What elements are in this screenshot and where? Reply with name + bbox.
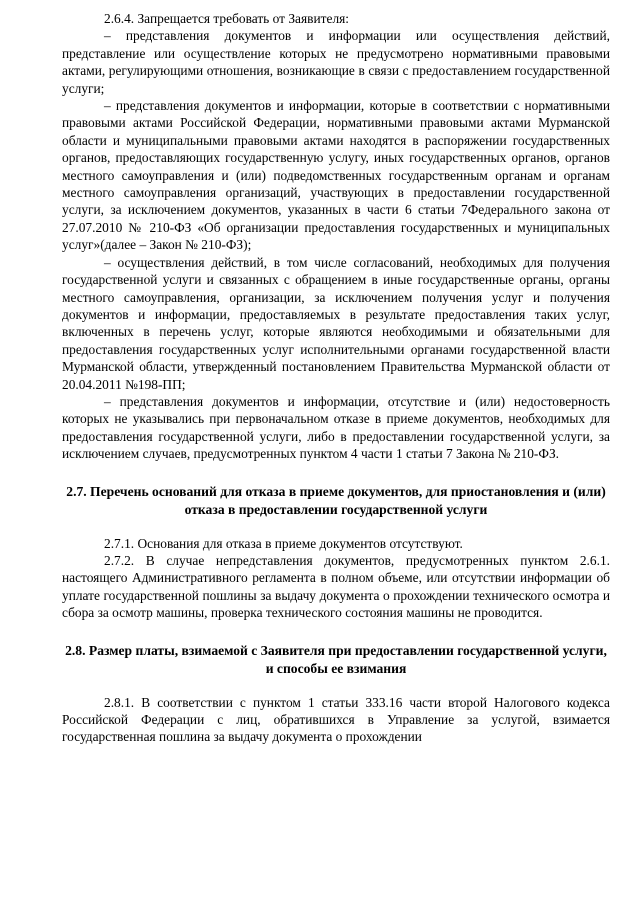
paragraph-2-7-1: 2.7.1. Основания для отказа в приеме документов отсутствуют. (104, 535, 463, 551)
list-item-3: – осуществления действий, в том числе согласований, необходимых для получения государственной услуги и связанных с обращением в иные государственные органы, органы местного самоуправления, организации, за исключением получения услуг и получения документов и информации, предоставляемых в результате предоставления таких услуг, включенных в перечень услуг, которые являются необходимыми и обязательными для предоставления государственных услуг исполнительными органами государственной власти Мурманской области, утвержденный постановлением Правительства Мурманской области от 20.04.2011 №198-ПП; (62, 254, 610, 392)
document-page (62, 10, 610, 746)
spacer (62, 678, 610, 694)
paragraph-2-8-1: 2.8.1. В соответствии с пунктом 1 статьи 333.16 части второй Налогового кодекса Российской Федерации с лиц, обратившихся в Управление за услугой, взимается государственная пошлина за выдачу документа о прохождении (62, 694, 610, 745)
section-heading-2-7: 2.7. Перечень оснований для отказа в приеме документов, для приостановления и (или) отказа в предоставлении государственной услуги (66, 483, 606, 517)
list-item-4: – представления документов и информации, отсутствие и (или) недостоверность которых не указывались при первоначальном отказе в приеме документов, необходимых для предоставления государственной услуги, либо в предоставлении государственной услуги, за исключением случаев, предусмотренных пунктом 4 части 1 статьи 7 Закона № 210-ФЗ. (62, 393, 610, 462)
list-item-1: – представления документов и информации или осуществления действий, представление или осуществление которых не предусмотрено нормативными правовыми актами, регулирующими отношения, возникающие в связи с предоставлением государственной услуги; (62, 28, 610, 96)
spacer (62, 622, 610, 642)
spacer (62, 463, 610, 483)
spacer (62, 519, 610, 535)
paragraph-2-7-2: 2.7.2. В случае непредставления документов, предусмотренных пунктом 2.6.1. настоящего Административного регламента в полном объеме, или отсутствии информации об уплате государственной пошлины за выдачу документа о прохождении технического осмотра и сбора за осмотр машины, проверка технического состояния машины не проводится. (62, 552, 610, 621)
list-item-2: – представления документов и информации, которые в соответствии с нормативными правовыми актами Российской Федерации, нормативными правовыми актами Мурманской области и муниципальными правовыми актами находятся в распоряжении государственных органов, предоставляющих государственную услугу, иных государственных органов, органов местного самоуправления и (или) подведомственных государственным органам и органам местного самоуправления организаций, участвующих в предоставлении государственной услуги, за исключением документов, указанных в части 6 статьи 7Федерального закона от 27.07.2010 № 210-ФЗ «Об организации предоставления государственных и муниципальных услуг»(далее – Закон № 210-ФЗ); (62, 98, 610, 253)
section-heading-2-8: 2.8. Размер платы, взимаемой с Заявителя при предоставлении государственной услуги, и способы ее взимания (65, 642, 607, 676)
paragraph-2-6-4-intro: 2.6.4. Запрещается требовать от Заявителя: (104, 11, 350, 26)
